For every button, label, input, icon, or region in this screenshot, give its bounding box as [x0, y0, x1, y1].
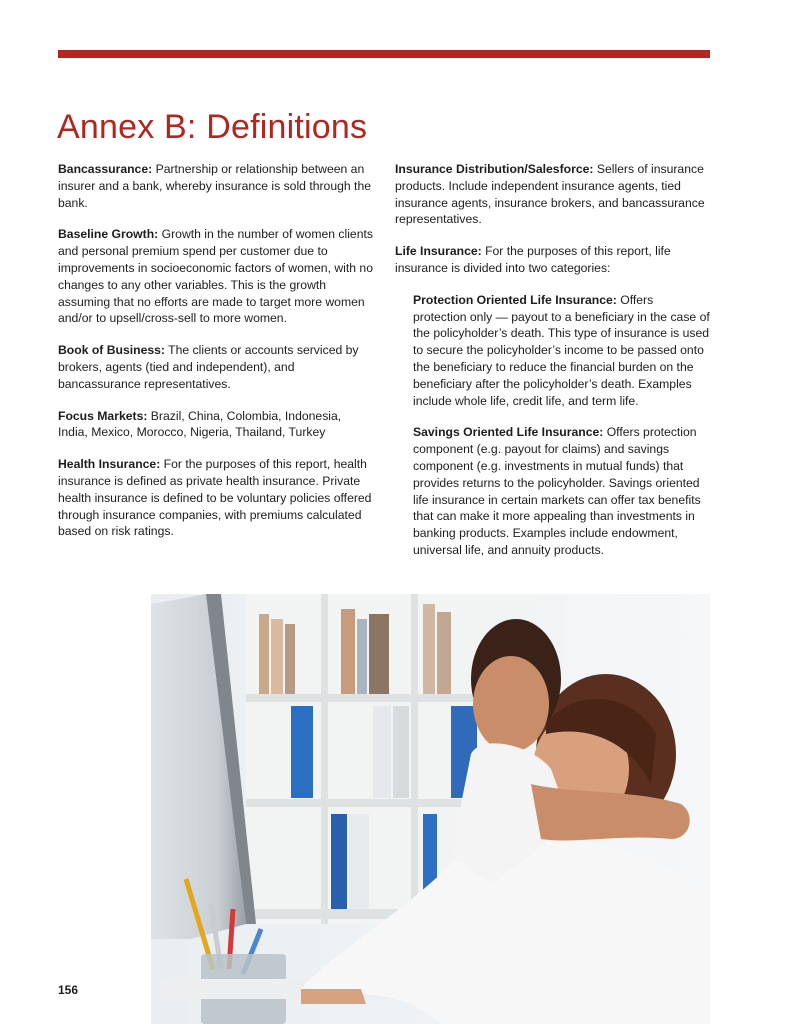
definition-savings-oriented: [413, 424, 710, 558]
definition-text: Offers protection component (e.g. payout for claims) and savings component (e.g. investments in mutual funds) that provides returns to the policyholder. Savings oriented life insurance in certain markets can offer tax benefits that can make it more appealing than investments in banking products. Examples include endowment, universal life, and annuity products.: [413, 425, 701, 557]
definition-term: Baseline Growth:: [58, 227, 159, 242]
left-column: [58, 161, 374, 555]
page-number: 156: [58, 983, 79, 997]
definition-bancassurance: [58, 161, 374, 211]
header-rule: [58, 50, 710, 58]
definition-text: Offers protection only — payout to a beneficiary in the case of the policyholder’s death. This type of insurance is used to secure the policyholder’s income to be passed onto the beneficiary to reduce the financial burden on the beneficiary after the policyholder’s death. Examples include whole life, credit life, and term life.: [413, 292, 710, 408]
definition-text: Partnership or relationship between an insurer and a bank, whereby insurance is sold through the bank.: [58, 162, 372, 210]
definition-term: Life Insurance:: [395, 244, 482, 259]
definition-term: Insurance Distribution/Salesforce:: [395, 162, 594, 176]
right-column: [395, 161, 710, 574]
definition-text: The clients or accounts serviced by brokers, agents (tied and independent), and bancassurance representatives.: [58, 343, 359, 391]
definition-baseline-growth: [58, 226, 374, 327]
page-title: Annex B: Definitions: [57, 108, 368, 146]
definition-text: For the purposes of this report, health insurance is defined as private health insurance. Private health insurance is defined to be voluntary policies offered through insurance companies, with premiums calculated based on risk ratings.: [58, 457, 372, 539]
definition-text: For the purposes of this report, life insurance is divided into two categories:: [395, 244, 671, 275]
definition-health-insurance: [58, 456, 374, 540]
definition-insurance-distribution: [395, 161, 710, 228]
definition-term: Health Insurance:: [58, 457, 161, 472]
definition-term: Book of Business:: [58, 343, 165, 358]
definition-text: Brazil, China, Colombia, Indonesia, India, Mexico, Morocco, Nigeria, Thailand, Turkey: [58, 408, 342, 440]
definition-term: Savings Oriented Life Insurance:: [413, 425, 604, 440]
definition-life-insurance: [395, 243, 710, 277]
definition-protection-oriented: [413, 292, 710, 410]
definition-term: Protection Oriented Life Insurance:: [413, 292, 617, 307]
definition-focus-markets: [58, 408, 374, 442]
definition-term: Bancassurance:: [58, 162, 153, 176]
definition-text: Sellers of insurance products. Include independent insurance agents, tied insurance agents, insurance brokers, and bancassurance representatives.: [395, 162, 705, 227]
definition-term: Focus Markets:: [58, 408, 148, 423]
definition-book-of-business: [58, 342, 374, 392]
definition-text: Growth in the number of women clients and personal premium spend per customer due to improvements in socioeconomic factors of women, with no changes to any other variables. This is the growth assuming that no efforts are made to target more women and/or to upsell/cross-sell to more women.: [58, 227, 373, 326]
photo-mother-daughter-computer: [151, 594, 710, 1024]
